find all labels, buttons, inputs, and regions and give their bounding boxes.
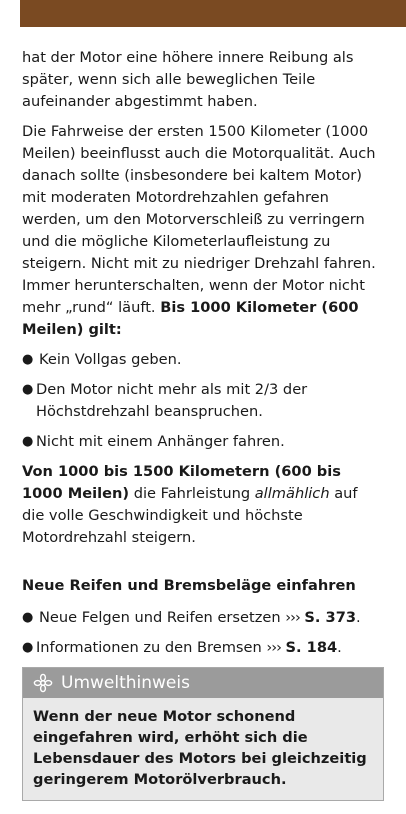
bullet-icon: ● (22, 640, 34, 655)
paragraph-full-speed-range: Von 1000 bis 1500 Kilometern (600 bis 1000 Meilen) (22, 463, 341, 502)
environment-note-title: Umwelthinweis (61, 673, 190, 693)
header-bar (0, 0, 406, 27)
paragraph-run-in-rule: Bis 1000 Kilometer (600 Meilen) gilt: (22, 299, 359, 338)
list-item-text (36, 637, 342, 659)
cross-reference-link[interactable]: S. 373 (304, 609, 357, 626)
list-item (22, 637, 384, 659)
cross-reference-arrows-icon: ››› (285, 609, 300, 626)
environment-note-header (23, 668, 383, 698)
header-bar-corner (0, 0, 20, 27)
list-item-text: Nicht mit einem Anhänger fahren. (36, 433, 285, 450)
paragraph-run-in-text: Die Fahrweise der ersten 1500 Kilometer (1000 Meilen) beeinflusst auch die Motorqualität. Auch danach sollte (insbesondere bei kaltem Motor) mit moderaten Motordrehzahlen gefahren werden, um den Motorverschleiß zu verringern und die mögliche Kilometerlaufleistung zu steigern. Nicht mit zu niedriger Drehzahl fahren. Immer herunterschalten, wenn der Motor nicht mehr „rund“ läuft. (22, 123, 376, 316)
cross-reference-arrows-icon: ››› (266, 639, 281, 656)
bullet-icon: ● (22, 610, 34, 625)
paragraph-full-speed-mid: die Fahrleistung (133, 485, 251, 502)
bullet-icon: ● (22, 352, 34, 367)
paragraph-full-speed (22, 461, 384, 549)
environment-note-text: Wenn der neue Motor schonend eingefahren wird, erhöht sich die Lebensdauer des Motors bei gleichzeitig geringerem Motorölverbrauch. (33, 708, 367, 788)
list-item-end: . (356, 609, 361, 626)
list-item (22, 607, 384, 629)
page-content (22, 47, 384, 801)
paragraph-run-in (22, 121, 384, 341)
list-item (22, 349, 384, 371)
list-item-label: Neue Felgen und Reifen ersetzen (39, 609, 281, 626)
environment-note-box (22, 667, 384, 801)
bullet-icon: ● (22, 382, 34, 397)
list-item-end: . (337, 639, 342, 656)
list-item-text: Den Motor nicht mehr als mit 2/3 der Höchstdrehzahl beanspruchen. (36, 381, 308, 420)
paragraph-full-speed-end: auf die volle Geschwindigkeit und höchste Motordrehzahl steigern. (22, 485, 358, 546)
list-item (22, 379, 384, 423)
list-item-text: Kein Vollgas geben. (39, 351, 182, 368)
bullet-icon: ● (22, 434, 34, 449)
list-item-label: Informationen zu den Bremsen (36, 639, 262, 656)
list-item (22, 431, 384, 453)
list-item-text (39, 607, 361, 629)
flower-icon (33, 673, 53, 693)
paragraph-full-speed-emphasis: allmählich (254, 485, 330, 502)
section-heading: Neue Reifen und Bremsbeläge einfahren (22, 577, 356, 594)
cross-reference-link[interactable]: S. 184 (285, 639, 338, 656)
paragraph-friction: hat der Motor eine höhere innere Reibung als später, wenn sich alle beweglichen Teile aufeinander abgestimmt haben. (22, 49, 354, 110)
